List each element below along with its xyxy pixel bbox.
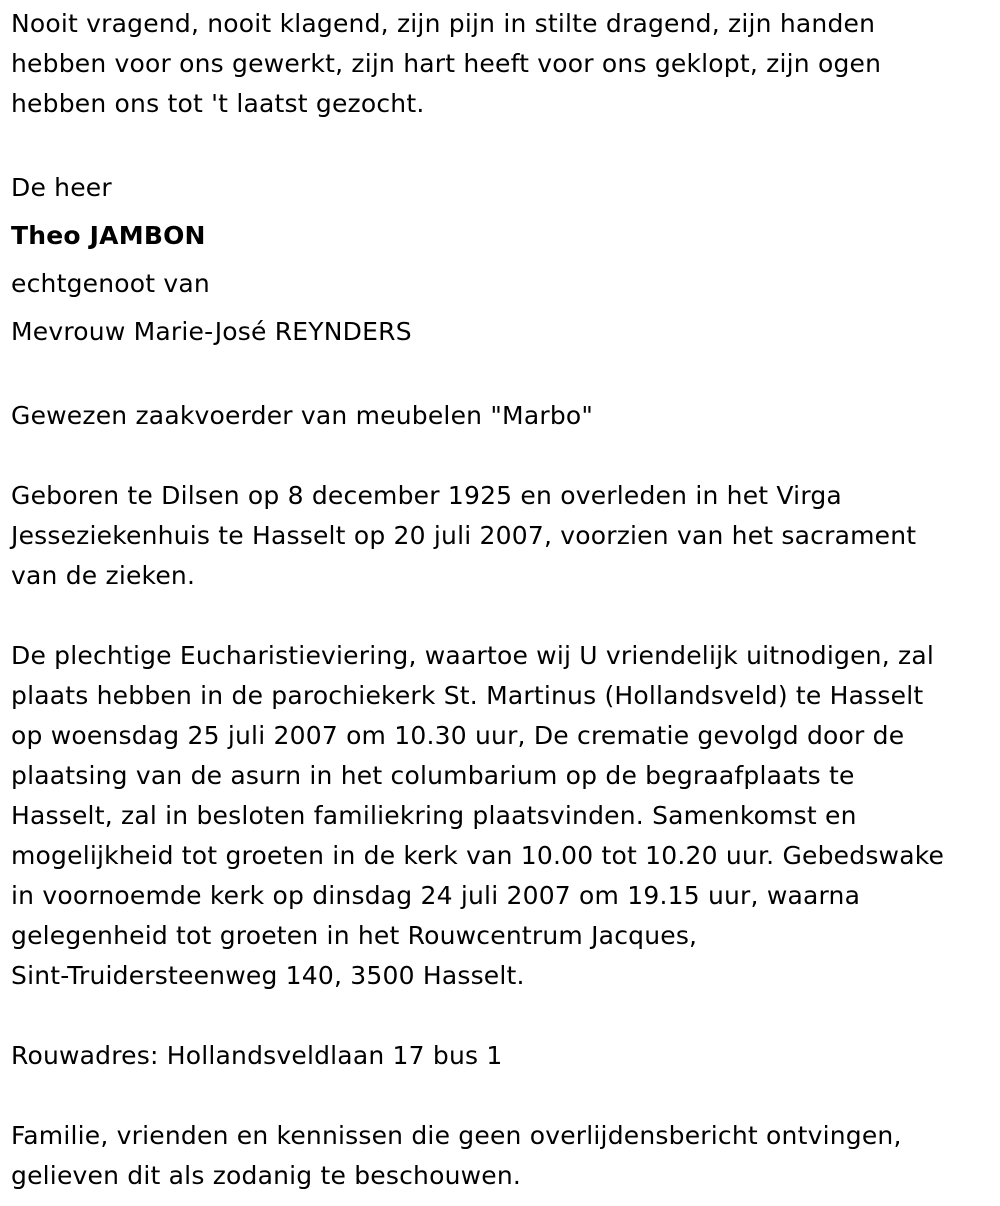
ceremony-line: Hasselt, zal in besloten familiekring plaatsvinden. Samenkomst en [11, 801, 857, 830]
closing-line: gelieven dit als zodanig te beschouwen. [11, 1161, 522, 1190]
ceremony-line: Sint-Truidersteenweg 140, 3500 Hasselt. [11, 961, 525, 990]
ceremony-line: gelegenheid tot groeten in het Rouwcentrum Jacques, [11, 921, 698, 950]
ceremony-line: plaatsing van de asurn in het columbarium op de begraafplaats te [11, 761, 855, 790]
salutation: De heer [11, 173, 112, 202]
ceremony-line: op woensdag 25 juli 2007 om 10.30 uur, De crematie gevolgd door de [11, 721, 905, 750]
ceremony-line: mogelijkheid tot groeten in de kerk van 10.00 tot 10.20 uur. Gebedswake [11, 841, 945, 870]
birth-death-line: Geboren te Dilsen op 8 december 1925 en overleden in het Virga [11, 481, 842, 510]
intro-line: Nooit vragend, nooit klagend, zijn pijn in stilte dragend, zijn handen [11, 9, 876, 38]
paragraph-gap [11, 1076, 989, 1116]
intro-line: hebben voor ons gewerkt, zijn hart heeft voor ons geklopt, zijn ogen [11, 49, 882, 78]
intro-line: hebben ons tot 't laatst gezocht. [11, 89, 425, 118]
closing-line: Familie, vrienden en kennissen die geen overlijdensbericht ontvingen, [11, 1121, 902, 1150]
closing-paragraph [11, 1116, 989, 1196]
mourning-address: Rouwadres: Hollandsveldlaan 17 bus 1 [11, 1041, 503, 1070]
identity-block [11, 164, 989, 356]
deceased-name: Theo JAMBON [11, 221, 206, 250]
intro-paragraph [11, 4, 989, 124]
spouse-name: Mevrouw Marie-José REYNDERS [11, 317, 412, 346]
paragraph-gap [11, 596, 989, 636]
occupation-line: Gewezen zaakvoerder van meubelen "Marbo" [11, 401, 594, 430]
birth-death-line: Jesseziekenhuis te Hasselt op 20 juli 2007, voorzien van het sacrament [11, 521, 917, 550]
obituary-document [11, 4, 989, 1196]
relation-label: echtgenoot van [11, 269, 210, 298]
paragraph-gap [11, 124, 989, 164]
address-paragraph [11, 1036, 989, 1076]
birth-death-line: van de zieken. [11, 561, 196, 590]
ceremony-line: De plechtige Eucharistieviering, waartoe wij U vriendelijk uitnodigen, zal [11, 641, 934, 670]
paragraph-gap [11, 356, 989, 396]
paragraph-gap [11, 436, 989, 476]
occupation-paragraph [11, 396, 989, 436]
ceremony-paragraph [11, 636, 989, 996]
ceremony-line: in voornoemde kerk op dinsdag 24 juli 2007 om 19.15 uur, waarna [11, 881, 861, 910]
ceremony-line: plaats hebben in de parochiekerk St. Martinus (Hollandsveld) te Hasselt [11, 681, 924, 710]
paragraph-gap [11, 996, 989, 1036]
birth-death-paragraph [11, 476, 989, 596]
